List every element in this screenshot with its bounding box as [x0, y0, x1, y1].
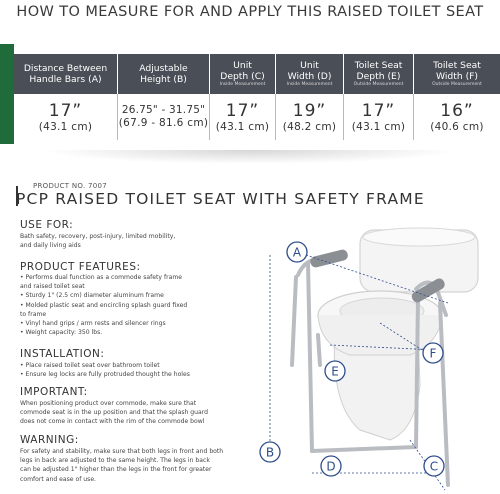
important-text [20, 399, 275, 427]
warning-heading: WARNING: [20, 434, 79, 446]
page-title: HOW TO MEASURE FOR AND APPLY THIS RAISED TOILET SEAT [16, 4, 484, 20]
spec-header-sub: Inside Measurement [219, 82, 266, 87]
spec-value [414, 94, 500, 140]
text-line: Bath safety, recovery, post-injury, limited mobility, [20, 233, 176, 240]
list-item: • Molded plastic seat and encircling splash guard fixed [20, 301, 188, 309]
spec-header [276, 54, 344, 94]
spec-header-sub: Outside Measurement [353, 82, 404, 87]
spec-value [344, 94, 414, 140]
spec-metric: (43.1 cm) [215, 120, 270, 133]
spec-column-f [414, 54, 500, 140]
label-a-text: A [292, 245, 302, 260]
label-d [321, 456, 341, 476]
spec-header-line: Toilet Seat [354, 60, 403, 71]
spec-imperial: 19” [292, 100, 327, 121]
label-f-text: F [429, 346, 437, 361]
spec-imperial: 17” [361, 100, 396, 121]
spec-header-line: Unit [300, 60, 319, 71]
text-line: For safety and stability, make sure that both legs in front and both [20, 448, 224, 455]
list-item: • Ensure leg locks are fully protruded thought the holes [20, 371, 190, 379]
spec-column-b [118, 54, 210, 140]
label-c-text: C [429, 459, 439, 474]
spec-value [118, 94, 210, 140]
spec-column-a [14, 54, 118, 140]
list-item: • Sturdy 1" (2.5 cm) diameter aluminum frame [20, 292, 164, 300]
installation-heading: INSTALLATION: [20, 348, 105, 360]
label-b [260, 442, 280, 462]
spec-header [210, 54, 276, 94]
features-heading: PRODUCT FEATURES: [20, 261, 141, 273]
spec-imperial: 17” [48, 100, 83, 121]
use-for-heading: USE FOR: [20, 219, 74, 231]
spec-column-c [210, 54, 276, 140]
installation-list [20, 361, 275, 379]
list-item: and raised toilet seat [20, 283, 85, 291]
label-b-text: B [265, 445, 275, 460]
spec-header-line: Depth (E) [356, 71, 401, 82]
spec-column-e [344, 54, 414, 140]
label-f [423, 343, 443, 363]
text-line: When positioning product over commode, make sure that [20, 400, 197, 407]
label-d-text: D [326, 459, 336, 474]
list-item: • Weight capacity: 350 lbs. [20, 329, 103, 337]
spec-metric: (67.9 - 81.6 cm) [118, 117, 209, 129]
list-item: • Performs dual function as a commode safety frame [20, 274, 183, 281]
spec-metric: (43.1 cm) [351, 120, 406, 133]
text-line: commode seat is in the up position and that the splash guard [20, 409, 209, 417]
spec-value [14, 94, 118, 140]
label-e-text: E [331, 364, 339, 379]
text-line: and daily living aids [20, 242, 81, 250]
spec-column-d [276, 54, 344, 140]
text-line: can be adjusted 1" higher than the legs in the front for greater [20, 466, 212, 474]
spec-header-sub: Outside Measurement [432, 82, 482, 87]
spec-imperial: 17” [225, 100, 260, 121]
text-line: legs in back are adjusted to the same height. The legs in back [20, 457, 210, 465]
spec-imperial: 26.75" - 31.75" [121, 104, 206, 116]
use-for-text [20, 232, 275, 250]
list-item: • Place raised toilet seat over bathroom toilet [20, 362, 160, 369]
spec-header-line: Handle Bars (A) [29, 74, 102, 85]
spec-header [414, 54, 500, 94]
list-item: • Vinyl hand grips / arm rests and silencer rings [20, 320, 166, 328]
spec-value [276, 94, 344, 140]
spec-header-line: Toilet Seat [433, 60, 481, 71]
spec-header-line: Width (F) [435, 71, 479, 82]
label-e [325, 361, 345, 381]
spec-header-line: Unit [233, 60, 252, 71]
spec-header-line: Height (B) [140, 74, 187, 85]
spec-imperial: 16” [440, 100, 474, 121]
spec-table [0, 54, 500, 140]
spec-header-line: Depth (C) [220, 71, 265, 82]
important-heading: IMPORTANT: [20, 386, 88, 398]
spec-value [210, 94, 276, 140]
spec-header-sub: Inside Measurement [286, 82, 333, 87]
spec-header [14, 54, 118, 94]
list-item: to frame [20, 310, 47, 318]
section-divider [40, 150, 460, 164]
spec-metric: (43.1 cm) [38, 120, 93, 133]
features-list [20, 273, 275, 337]
spec-header-line: Width (D) [287, 71, 332, 82]
warning-text [20, 447, 275, 484]
label-c [424, 456, 444, 476]
spec-header [118, 54, 210, 94]
spec-metric: (48.2 cm) [282, 120, 337, 133]
spec-header-line: Distance Between [23, 63, 108, 74]
spec-header [344, 54, 414, 94]
label-a [287, 242, 307, 262]
spec-metric: (40.6 cm) [430, 120, 484, 133]
spec-header-line: Adjustable [139, 63, 188, 74]
product-name: PCP RAISED TOILET SEAT WITH SAFETY FRAME [16, 190, 425, 208]
product-number: PRODUCT NO. 7007 [33, 182, 108, 190]
text-line: comfort and ease of use. [20, 475, 96, 483]
product-diagram [240, 215, 500, 494]
text-line: does not come in contact with the rim of the commode bowl [20, 418, 205, 426]
